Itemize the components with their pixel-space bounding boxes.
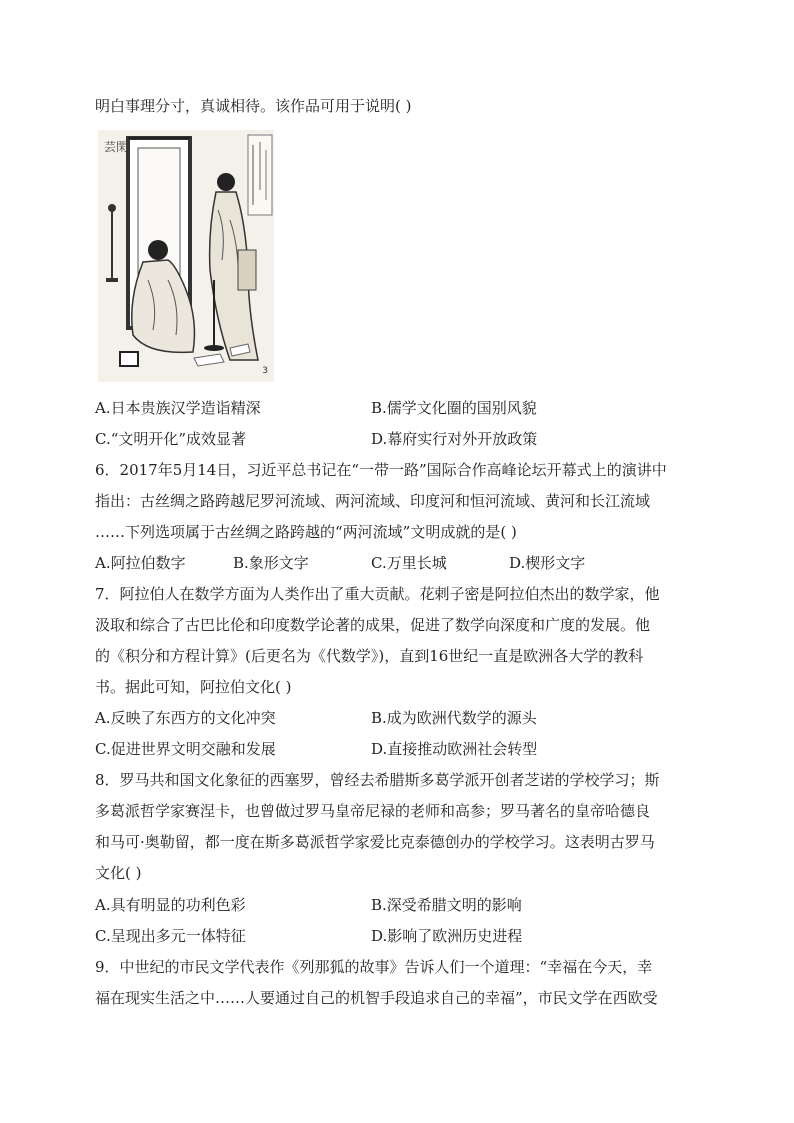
q5-option-c[interactable]: C.“文明开化”成效显著 [95,430,247,448]
q8-option-b[interactable]: B.深受希腊文明的影响 [371,896,522,914]
q6-option-b[interactable]: B.象形文字 [233,554,309,572]
q8-stem-line-1: 8．罗马共和国文化象征的西塞罗，曾经去希腊斯多葛学派开创者芝诺的学校学习；斯 [95,771,660,789]
q7-stem-line-2: 汲取和综合了古巴比伦和印度数学论著的成果，促进了数学向深度和广度的发展。他 [95,616,651,634]
q7-option-d[interactable]: D.直接推动欧洲社会转型 [371,740,538,758]
q7-stem-line-1: 7．阿拉伯人在数学方面为人类作出了重大贡献。花剌子密是阿拉伯杰出的数学家，他 [95,585,660,603]
question-intro-line: 明白事理分寸，真诚相待。该作品可用于说明( ) [95,97,412,115]
q8-option-a[interactable]: A.具有明显的功利色彩 [95,896,246,914]
q7-option-b[interactable]: B.成为欧洲代数学的源头 [371,709,537,727]
figure-corner-number: 3 [262,366,268,376]
q5-option-d[interactable]: D.幕府实行对外开放政策 [371,430,538,448]
q5-option-b[interactable]: B.儒学文化圈的国别风貌 [371,399,537,417]
q7-stem-line-4: 书。据此可知，阿拉伯文化( ) [95,678,292,696]
q6-stem-line-1: 6．2017年5月14日，习近平总书记在“一带一路”国际合作高峰论坛开幕式上的演讲中 [95,461,667,479]
figure-title-calligraphy: 芸閑 [104,140,129,154]
q7-stem-line-3: 的《积分和方程计算》(后更名为《代数学》)，直到16世纪一直是欧洲各大学的教科 [95,647,644,665]
q9-stem-line-1: 9．中世纪的市民文学代表作《列那狐的故事》告诉人们一个道理：“幸福在今天，幸 [95,958,653,976]
ukiyoe-illustration [98,130,274,382]
q8-option-c[interactable]: C.呈现出多元一体特征 [95,927,246,945]
q6-option-c[interactable]: C.万里长城 [371,554,447,572]
q8-stem-line-4: 文化( ) [95,864,142,882]
q6-stem-line-2: 指出：古丝绸之路跨越尼罗河流域、两河流域、印度河和恒河流域、黄河和长江流域 [95,492,651,510]
q8-option-d[interactable]: D.影响了欧洲历史进程 [371,927,523,945]
q7-option-c[interactable]: C.促进世界文明交融和发展 [95,740,276,758]
q6-stem-line-3: ……下列选项属于古丝绸之路跨越的“两河流域”文明成就的是( ) [95,523,517,541]
q5-option-a[interactable]: A.日本贵族汉学造诣精深 [95,399,261,417]
q8-stem-line-3: 和马可·奥勒留，都一度在斯多葛派哲学家爱比克泰德创办的学校学习。这表明古罗马 [95,833,655,851]
q8-stem-line-2: 多葛派哲学家赛涅卡，也曾做过罗马皇帝尼禄的老师和高参；罗马著名的皇帝哈德良 [95,802,651,820]
q9-stem-line-2: 福在现实生活之中……人要通过自己的机智手段追求自己的幸福”，市民文学在西欧受 [95,989,658,1007]
q6-option-a[interactable]: A.阿拉伯数字 [95,554,186,572]
q6-option-d[interactable]: D.楔形文字 [509,554,586,572]
q7-option-a[interactable]: A.反映了东西方的文化冲突 [95,709,276,727]
